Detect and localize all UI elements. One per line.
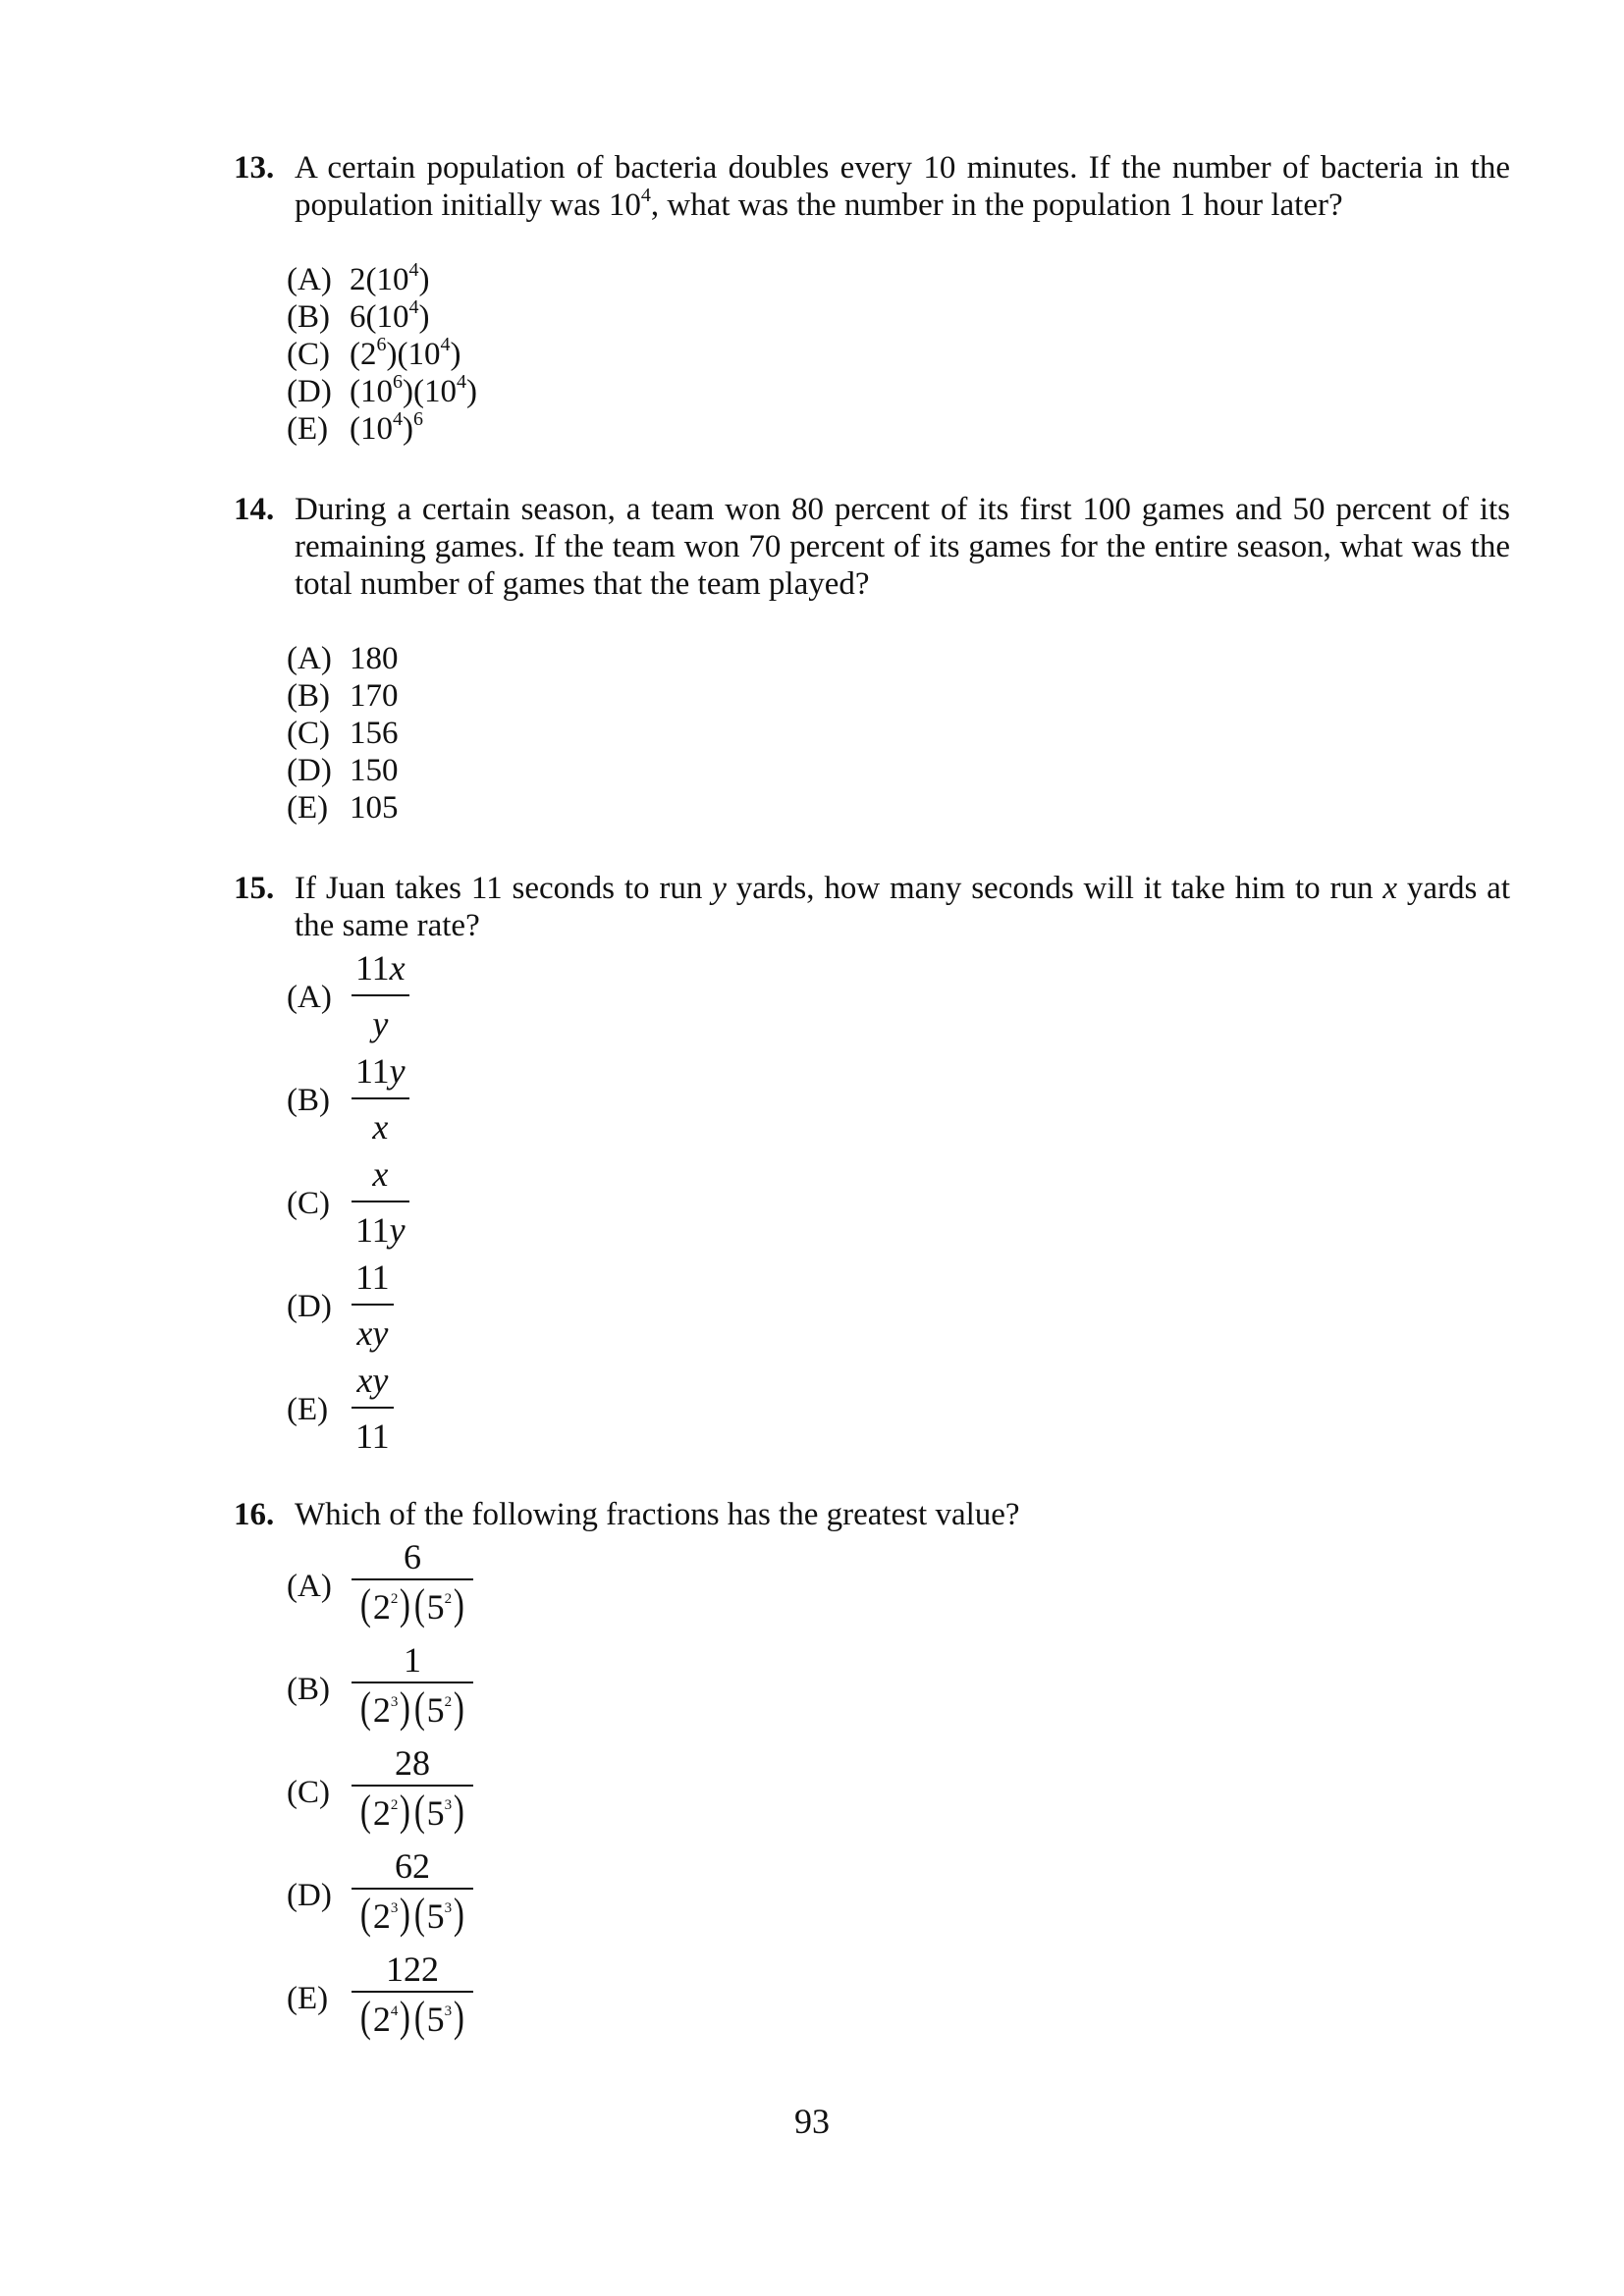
question-text: If Juan takes 11 seconds to run y yards, how many seconds will it take him to run x yards at the same rate?	[295, 871, 1510, 943]
fraction: 6 $(2^2)(5^2)$	[352, 1535, 473, 1629]
choice-e: (E) 105	[287, 790, 399, 826]
answer-choices	[287, 261, 1510, 448]
choice-d: (D) 11 xy	[287, 1255, 1510, 1359]
choice-e: (E) $(10^4)^6$	[287, 408, 423, 447]
choice-a: (A) 180	[287, 641, 399, 676]
question-16	[234, 1496, 1510, 2051]
question-number: 16.	[234, 1497, 275, 1532]
choice-b: (B) $6(10^4)$	[287, 296, 430, 335]
choice-a: (A) 11x y	[287, 946, 1510, 1049]
question-text: Which of the following fractions has the greatest value?	[295, 1497, 1020, 1532]
choice-b: (B) 11y x	[287, 1049, 1510, 1152]
fraction: 62 $(2^3)(5^3)$	[352, 1844, 473, 1939]
question-13	[234, 149, 1510, 448]
choice-b: (B) 170	[287, 678, 399, 714]
choice-c: (C) $(2^6)(10^4)$	[287, 334, 461, 372]
choice-a: (A) $2(10^4)$	[287, 259, 430, 297]
question-number: 13.	[234, 150, 275, 186]
choice-e: (E) xy 11	[287, 1359, 1510, 1462]
question-14	[234, 491, 1510, 827]
choice-c: (C) 156	[287, 716, 399, 751]
choice-c: (C) 28 $(2^2)(5^3)$	[287, 1741, 1510, 1844]
question-number: 14.	[234, 492, 275, 527]
fraction: 28 $(2^2)(5^3)$	[352, 1741, 473, 1836]
choice-d: (D) 150	[287, 753, 399, 788]
fraction: 11y x	[352, 1049, 409, 1148]
answer-choices	[287, 1535, 1510, 2051]
choice-c: (C) x 11y	[287, 1152, 1510, 1255]
question-number: 15.	[234, 871, 275, 906]
choice-e: (E) 122 $(2^4)(5^3)$	[287, 1948, 1510, 2051]
fraction: x 11y	[352, 1152, 409, 1252]
fraction: 1 $(2^3)(5^2)$	[352, 1638, 473, 1733]
fraction: 11 xy	[352, 1255, 394, 1355]
choice-b: (B) 1 $(2^3)(5^2)$	[287, 1638, 1510, 1741]
question-text: A certain population of bacteria doubles every 10 minutes. If the number of bacteria in the population initially was $10^4$, what was the number in the population 1 hour later?	[295, 150, 1510, 223]
page-number: 93	[794, 2102, 830, 2141]
fraction: 11x y	[352, 946, 409, 1045]
answer-choices	[287, 946, 1510, 1462]
question-text: During a certain season, a team won 80 percent of its first 100 games and 50 percent of its remaining games. If the team won 70 percent of its games for the entire season, what was the total number of games that the team played?	[295, 492, 1510, 602]
choice-a: (A) 6 $(2^2)(5^2)$	[287, 1535, 1510, 1638]
question-15	[234, 870, 1510, 1462]
fraction: xy 11	[352, 1359, 394, 1458]
answer-choices	[287, 640, 1510, 827]
fraction: 122 $(2^4)(5^3)$	[352, 1948, 473, 2042]
choice-d: (D) $(10^6)(10^4)$	[287, 371, 477, 409]
choice-d: (D) 62 $(2^3)(5^3)$	[287, 1844, 1510, 1948]
